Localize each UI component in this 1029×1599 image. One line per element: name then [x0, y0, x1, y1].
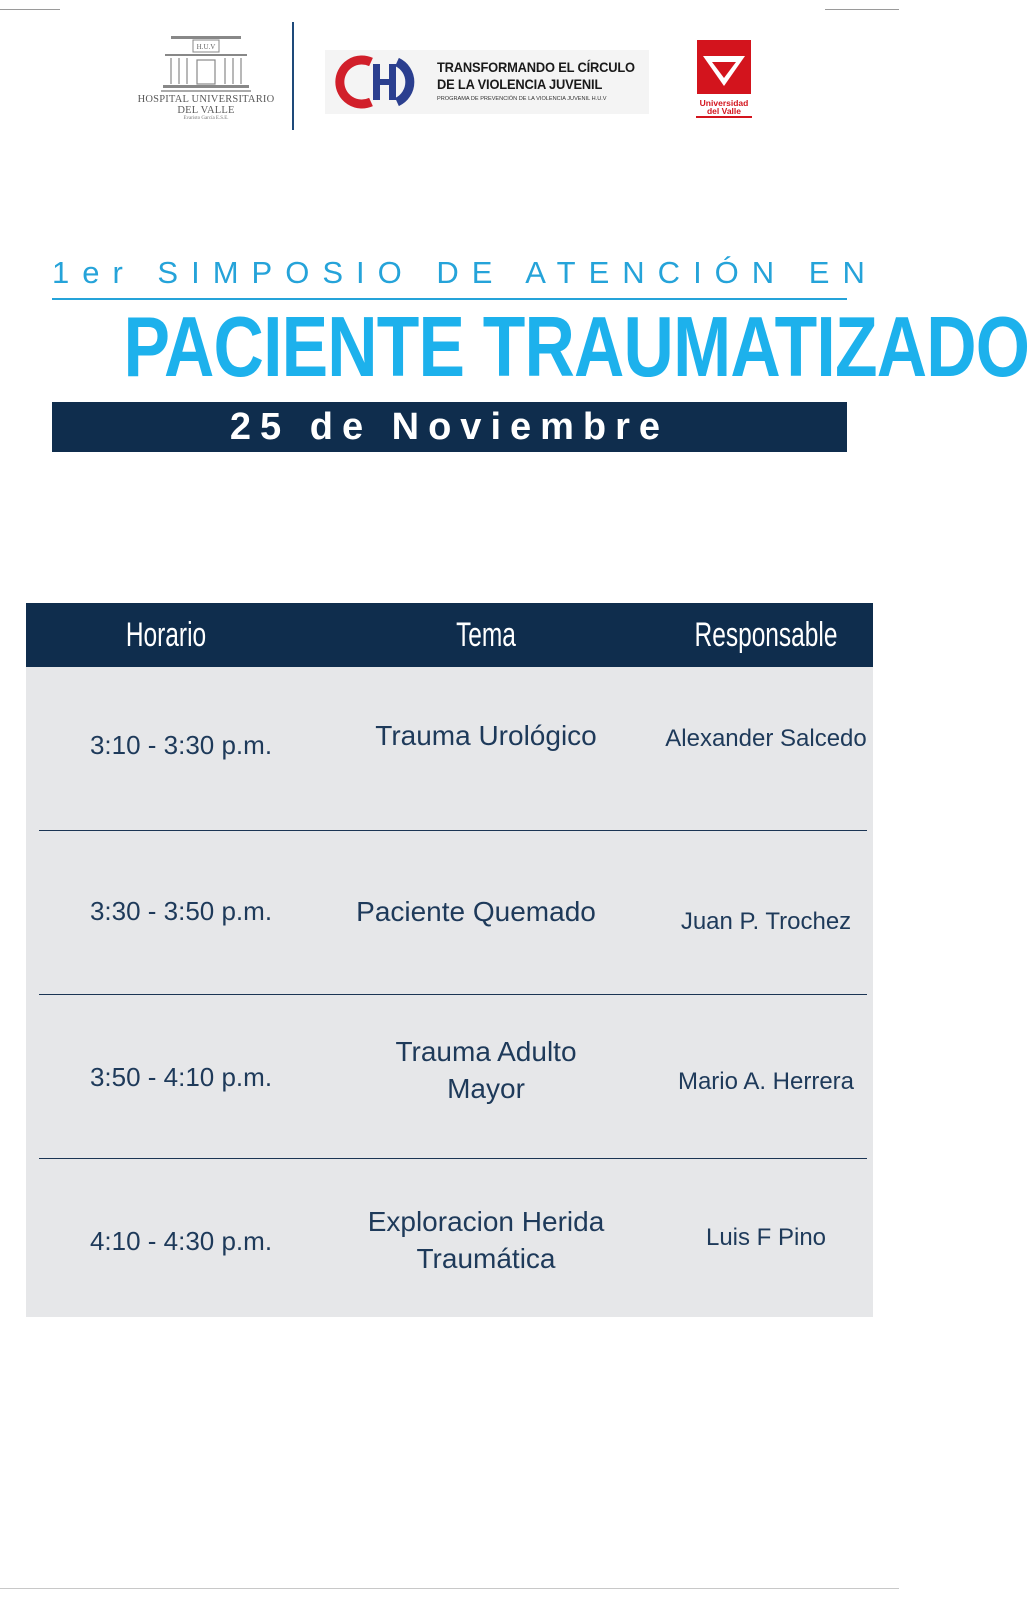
univalle-shield-icon: [697, 40, 751, 94]
event-subtitle: 1er SIMPOSIO DE ATENCIÓN EN: [52, 255, 878, 290]
bottom-line: [0, 1588, 899, 1589]
row-time: 3:10 - 3:30 p.m.: [89, 730, 273, 760]
univalle-name-line2: del Valle: [706, 106, 742, 116]
row-responsible: Mario A. Herrera: [677, 1068, 855, 1095]
top-left-line: [0, 9, 60, 10]
table-row: [26, 831, 873, 995]
program-logo: [325, 50, 649, 114]
row-topic: [326, 1203, 646, 1277]
column-header-horario: Horario: [125, 616, 207, 654]
univalle-logo: [693, 40, 755, 118]
row-topic: Trauma Urológico: [375, 720, 597, 751]
program-title: [437, 59, 635, 93]
row-topic: Paciente Quemado: [356, 896, 596, 927]
huv-name-line2: DEL VALLE: [177, 105, 235, 116]
table-row: [26, 995, 873, 1159]
program-subtitle: PROGRAMA DE PREVENCIÓN DE LA VIOLENCIA JUVENIL H.U.V: [437, 96, 607, 102]
logo-bar: [0, 20, 899, 140]
column-header-responsable: Responsable: [694, 616, 838, 654]
row-topic-line1: Exploracion Herida: [367, 1206, 605, 1237]
program-title-line2: DE LA VIOLENCIA JUVENIL: [437, 76, 603, 92]
row-time: 3:50 - 4:10 p.m.: [89, 1062, 273, 1092]
logo-divider: [292, 22, 294, 130]
row-topic: [326, 1033, 646, 1107]
program-mark-icon: [331, 54, 431, 110]
row-responsible: Alexander Salcedo: [665, 725, 867, 752]
huv-name-line3: Evaristo García E.S.E.: [183, 116, 229, 121]
huv-name-line1: HOSPITAL UNIVERSITARIO: [137, 94, 275, 105]
row-responsible: Luis F Pino: [705, 1224, 827, 1251]
huv-logo: [136, 32, 276, 121]
event-title: PACIENTE TRAUMATIZADO: [123, 300, 1029, 395]
univalle-name-line1: Universidad: [699, 98, 749, 108]
row-time: 4:10 - 4:30 p.m.: [89, 1226, 273, 1256]
table-row: [26, 1159, 873, 1317]
table-body: [26, 667, 873, 1317]
schedule-table: [26, 603, 873, 1317]
event-date: 25 de Noviembre: [52, 402, 847, 452]
program-title-line1: TRANSFORMANDO EL CÍRCULO: [437, 59, 635, 75]
row-topic-line2: Traumática: [416, 1243, 556, 1274]
row-topic-line2: Mayor: [447, 1073, 525, 1104]
univalle-underline: [696, 116, 752, 118]
table-row: [26, 667, 873, 831]
hospital-building-icon: [161, 32, 251, 94]
row-topic-line1: Trauma Adulto: [395, 1036, 577, 1067]
top-right-line: [825, 9, 899, 10]
row-responsible: Juan P. Trochez: [680, 908, 852, 935]
row-time: 3:30 - 3:50 p.m.: [89, 896, 273, 926]
table-header: [26, 603, 873, 667]
huv-building-label: H.U.V: [196, 43, 216, 51]
column-header-tema: Tema: [456, 616, 516, 654]
